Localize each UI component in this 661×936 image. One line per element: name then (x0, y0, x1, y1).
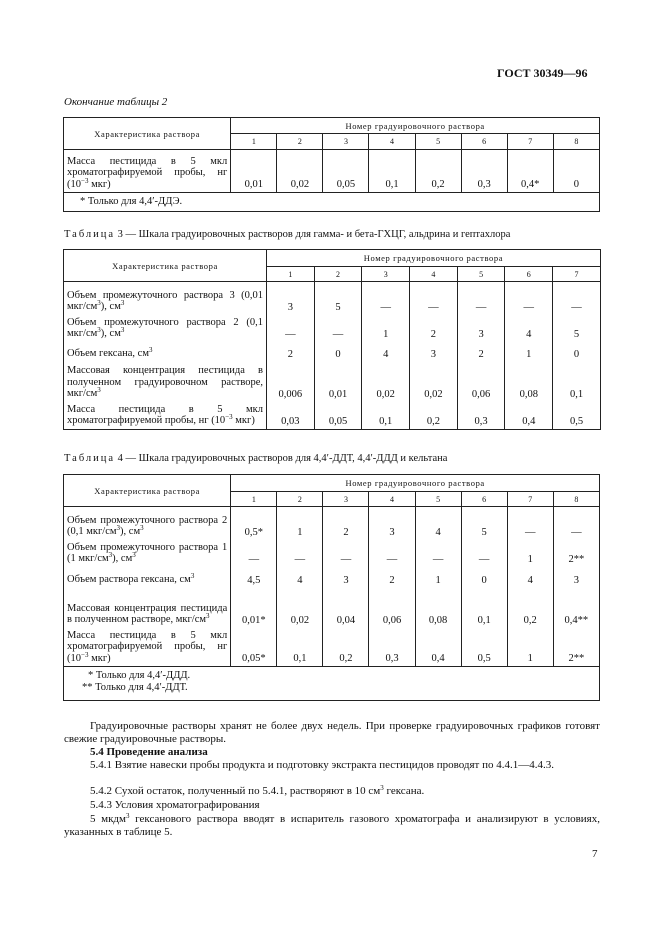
table-cell: 2 (267, 342, 315, 362)
standard-number: ГОСТ 30349—96 (497, 66, 588, 80)
table3-col-header: Характеристика раствора (64, 250, 267, 282)
table-cell: 0,1 (369, 150, 415, 193)
page-number: 7 (592, 848, 598, 860)
solution-number: 6 (461, 492, 507, 507)
table-cell: — (505, 282, 553, 315)
solution-number: 5 (415, 134, 461, 150)
table-cell: — (267, 315, 315, 342)
table-cell: 0,3 (369, 628, 415, 667)
table-cell: — (553, 507, 599, 540)
solution-number: 8 (553, 492, 599, 507)
row-label: Объем промежуточного раствора 2 (0,1 мкг/$см^3$), $см^3$ (64, 507, 231, 540)
table-cell: 1 (415, 567, 461, 588)
table-cell: 0,01 (231, 150, 277, 193)
table-cell: — (362, 282, 410, 315)
table-cell: 0 (314, 342, 362, 362)
table2-notes (64, 193, 600, 212)
section-heading-5-4: 5.4 Проведение анализа (90, 746, 208, 758)
row-label: Объем гексана, $см^3$ (64, 342, 267, 362)
table-cell: 4 (362, 342, 410, 362)
table2-num-header: Номер градуировочного раствора (231, 118, 600, 134)
table-cell: 0,02 (277, 150, 323, 193)
table-cell: 0,06 (457, 362, 505, 402)
solution-number: 4 (410, 267, 458, 282)
superscript: 3 (97, 326, 101, 334)
table-cell: 0,03 (267, 402, 315, 430)
table-cell: 1 (507, 540, 553, 567)
solution-number: 1 (231, 492, 277, 507)
solution-number: 2 (277, 492, 323, 507)
table-cell: 0,08 (415, 588, 461, 628)
table-cell: 2** (553, 540, 599, 567)
table4-caption (64, 453, 447, 464)
table-cell: 2 (410, 315, 458, 342)
table-cell: 0,04 (323, 588, 369, 628)
table4-num-header: Номер градуировочного раствора (231, 475, 600, 492)
table-cell: 0,2 (507, 588, 553, 628)
table4-caption-prefix: Таблица (64, 453, 116, 464)
table-cell: 0,5* (231, 507, 277, 540)
solution-number: 2 (314, 267, 362, 282)
paragraph-storage: Градуировочные растворы хранят не более двух недель. При проверке градуировочных графиков готовят свежие градуировочные растворы. (64, 720, 600, 745)
row-label: Масса пестицида в 5 мкл хроматографируемой пробы, нг ($10^{-3}$ мкг) (64, 150, 231, 193)
table-row (64, 402, 601, 430)
row-label: Массовая концентрация пестицида в полученном градуировочном растворе, мкг/$см^3$ (64, 362, 267, 402)
table-cell: 1 (277, 507, 323, 540)
table-cell: 5 (314, 282, 362, 315)
table4-notes (64, 667, 600, 701)
superscript: 3 (97, 386, 101, 394)
superscript: −3 (81, 650, 89, 659)
row-label: Масса пестицида в 5 мкл хроматографируемой пробы, нг ($10^{-3}$ мкг) (64, 402, 267, 430)
table-cell: 0,02 (277, 588, 323, 628)
table2-caption: Окончание таблицы 2 (64, 96, 168, 108)
paragraph-5-4-1: 5.4.1 Взятие навески пробы продукта и подготовку экстракта пестицидов проводят по 4.4.1—4.4.3. (90, 759, 554, 771)
table-cell: 3 (457, 315, 505, 342)
row-label: Масса пестицида в 5 мкл хроматографируемой пробы, нг ($10^{-3}$ мкг) (64, 628, 231, 667)
table-cell: 3 (323, 567, 369, 588)
table-cell: 0,1 (362, 402, 410, 430)
table-cell: 0,4* (507, 150, 553, 193)
table-cell: 0,1 (461, 588, 507, 628)
table-row (64, 588, 600, 628)
table-cell: 0,05 (314, 402, 362, 430)
table-cell: 0,2 (415, 150, 461, 193)
table4-col-header: Характеристика раствора (64, 475, 231, 507)
table-cell: 0,05* (231, 628, 277, 667)
table-row (64, 150, 600, 193)
superscript: 3 (97, 299, 101, 307)
table2-col-header: Характеристика раствора (64, 118, 231, 150)
solution-number: 3 (323, 134, 369, 150)
table-cell: — (277, 540, 323, 567)
table4-note: ** Только для 4,4′-ДДТ. (82, 682, 188, 693)
solution-number: 4 (369, 492, 415, 507)
paragraph-5-4-2: 5.4.2 Сухой остаток, полученный по 5.4.1, растворяют в 10 $см^3$ гексана. (90, 784, 425, 797)
solution-number: 7 (507, 492, 553, 507)
table-cell: 0,3 (457, 402, 505, 430)
table3-caption-text: 3 — Шкала градуировочных растворов для гамма- и бета-ГХЦГ, альдрина и гептахлора (115, 229, 511, 240)
table-cell: 3 (410, 342, 458, 362)
table-cell: 0,3 (461, 150, 507, 193)
solution-number: 5 (457, 267, 505, 282)
table-cell: 0,06 (369, 588, 415, 628)
row-label: Объем промежуточного раствора 3 (0,01 мкг/$см^3$), $см^3$ (64, 282, 267, 315)
table-cell: 0,1 (553, 362, 601, 402)
table-cell: 0,1 (277, 628, 323, 667)
table-row (64, 342, 601, 362)
table4 (63, 474, 600, 701)
solution-number: 6 (461, 134, 507, 150)
table-row (64, 282, 601, 315)
superscript: 3 (120, 326, 125, 334)
table4-note: * Только для 4,4′-ДДД. (88, 670, 191, 681)
table-cell: 2** (553, 628, 599, 667)
table-cell: 4,5 (231, 567, 277, 588)
table-row (64, 540, 600, 567)
row-label: Объем раствора гексана, $см^3$ (64, 567, 231, 588)
table-cell: 0,5 (461, 628, 507, 667)
table2-note: * Только для 4,4′-ДДЭ. (80, 196, 183, 207)
superscript: 3 (108, 551, 113, 559)
table-cell: 0,5 (553, 402, 601, 430)
table-cell: 0 (461, 567, 507, 588)
table2 (63, 117, 600, 212)
table-cell: — (507, 507, 553, 540)
solution-number: 3 (323, 492, 369, 507)
table-cell: 3 (369, 507, 415, 540)
table-cell: 4 (507, 567, 553, 588)
table-cell: 4 (415, 507, 461, 540)
superscript: 3 (148, 346, 153, 354)
table-cell: — (415, 540, 461, 567)
table-cell: 0,2 (410, 402, 458, 430)
solution-number: 2 (277, 134, 323, 150)
row-label: Объем промежуточного раствора 1 (1 мкг/$см^3$), $см^3$ (64, 540, 231, 567)
table-cell: 1 (505, 342, 553, 362)
table-cell: 0,01* (231, 588, 277, 628)
table-cell: 1 (507, 628, 553, 667)
solution-number: 4 (369, 134, 415, 150)
table-cell: 0,4 (505, 402, 553, 430)
row-label: Массовая концентрация пестицида в полученном растворе, мкг/$см^3$ (64, 588, 231, 628)
table-row (64, 567, 600, 588)
table-cell: 0,4** (553, 588, 599, 628)
superscript: 3 (140, 524, 144, 532)
table-cell: 0 (553, 150, 599, 193)
solution-number: 1 (267, 267, 315, 282)
table-cell: 2 (369, 567, 415, 588)
solution-number: 7 (507, 134, 553, 150)
superscript: 3 (132, 551, 136, 559)
table-cell: 3 (553, 567, 599, 588)
table-cell: 2 (323, 507, 369, 540)
superscript: −3 (81, 176, 89, 185)
table-cell: — (461, 540, 507, 567)
solution-number: 7 (553, 267, 601, 282)
solution-number: 8 (553, 134, 599, 150)
table-cell: 1 (362, 315, 410, 342)
table-row (64, 315, 601, 342)
table-cell: — (369, 540, 415, 567)
table-cell: 3 (267, 282, 315, 315)
row-label: Объем промежуточного раствора 2 (0,1 мкг/$см^3$), $см^3$ (64, 315, 267, 342)
solution-number: 6 (505, 267, 553, 282)
table-cell: 0,02 (410, 362, 458, 402)
table-cell: 5 (461, 507, 507, 540)
table-cell: 4 (505, 315, 553, 342)
table-cell: — (231, 540, 277, 567)
table3-caption (64, 229, 510, 240)
table-cell: 0,02 (362, 362, 410, 402)
table-cell: 0,006 (267, 362, 315, 402)
table-cell: 0 (553, 342, 601, 362)
superscript: 3 (190, 572, 195, 580)
table3-num-header: Номер градуировочного раствора (267, 250, 601, 267)
table-cell: 0,4 (415, 628, 461, 667)
table-cell: 4 (277, 567, 323, 588)
superscript: 3 (126, 812, 130, 820)
superscript: 3 (380, 784, 384, 792)
table-cell: — (323, 540, 369, 567)
paragraph-5-4-3: 5.4.3 Условия хроматографирования (90, 799, 260, 811)
solution-number: 1 (231, 134, 277, 150)
table-row (64, 628, 600, 667)
solution-number: 3 (362, 267, 410, 282)
superscript: −3 (225, 413, 233, 421)
superscript: 3 (120, 299, 125, 307)
table-cell: — (410, 282, 458, 315)
table-cell: 0,01 (314, 362, 362, 402)
table-row (64, 507, 600, 540)
table-cell: — (314, 315, 362, 342)
superscript: 3 (206, 612, 210, 620)
table-cell: — (553, 282, 601, 315)
table-row (64, 362, 601, 402)
solution-number: 5 (415, 492, 461, 507)
table-cell: 5 (553, 315, 601, 342)
table-cell: 2 (457, 342, 505, 362)
superscript: 3 (116, 524, 121, 532)
table3-caption-prefix: Таблица (64, 229, 116, 240)
table-cell: 0,2 (323, 628, 369, 667)
table3 (63, 249, 601, 430)
table4-caption-text: 4 — Шкала градуировочных растворов для 4,4′-ДДТ, 4,4′-ДДД и кельтана (115, 453, 448, 464)
paragraph-5-4-4: 5 мкдм$^3$ гексанового раствора вводят в испаритель газового хроматографа и анализируют в условиях, указанных в таблице 5. (64, 812, 600, 838)
table-cell: 0,05 (323, 150, 369, 193)
table-cell: 0,08 (505, 362, 553, 402)
table-cell: — (457, 282, 505, 315)
